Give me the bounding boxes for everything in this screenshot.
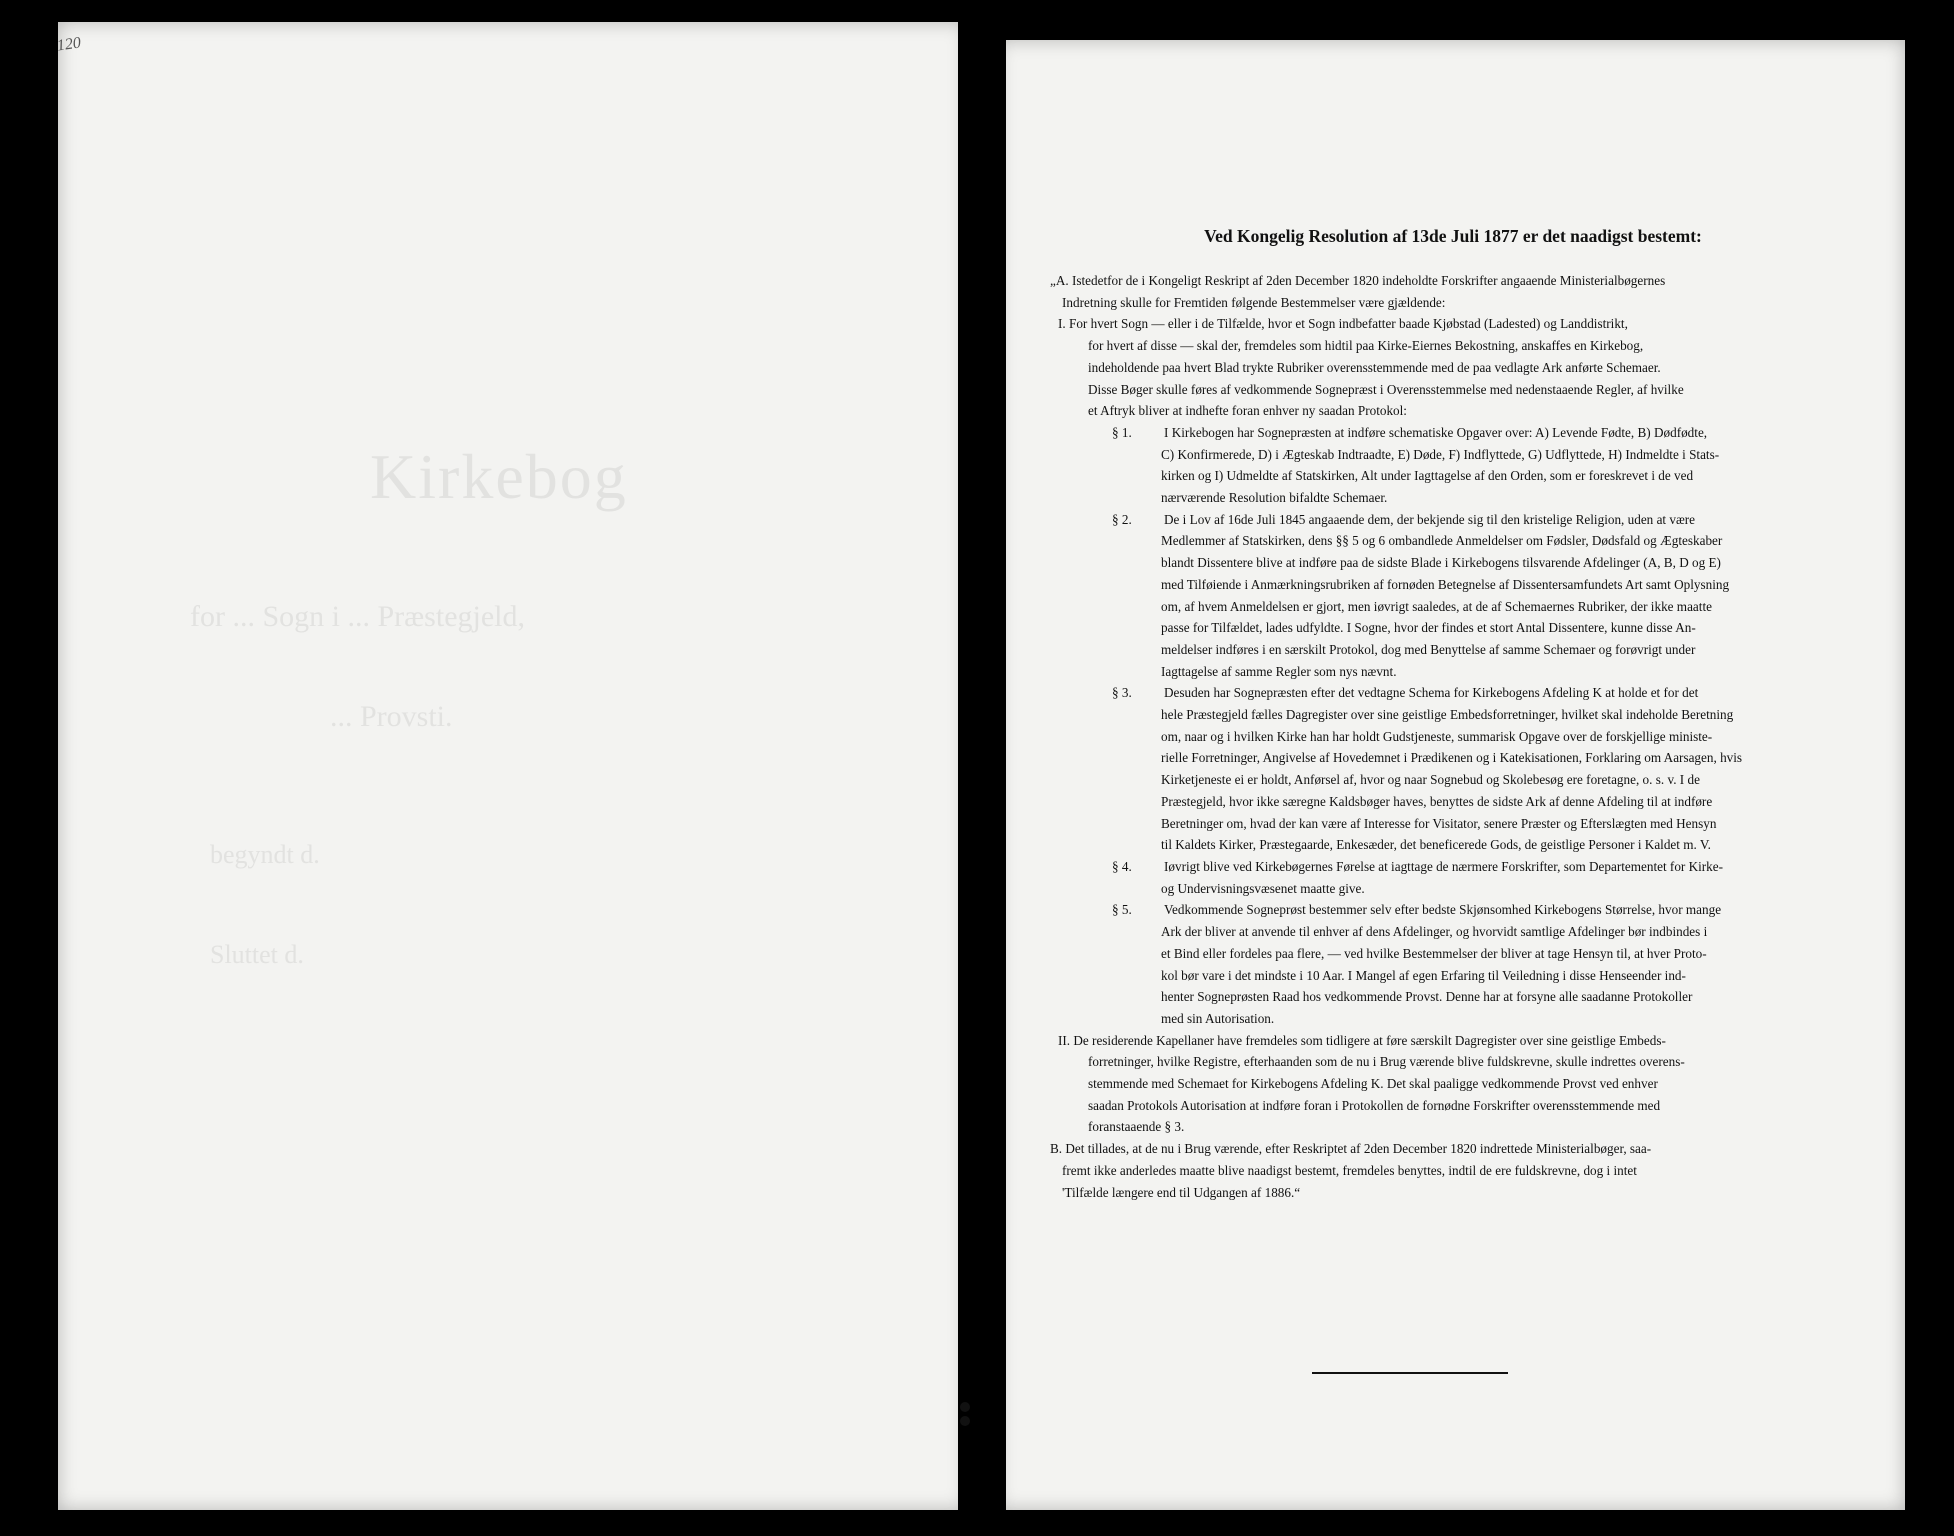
line-text: om, naar og i hvilken Kirke han har holdt Gudstjeneste, summarisk Opgave over de forskjellige ministe- <box>1161 728 1713 744</box>
line-text: Kirketjeneste ei er holdt, Anførsel af, hvor og naar Sognebud og Skolebesøg ere foretagne, o. s. v. I de <box>1161 772 1700 788</box>
text-line <box>1050 574 1870 596</box>
binding-stitch <box>960 1402 970 1412</box>
text-line <box>1050 596 1870 618</box>
line-text: kirken og I) Udmeldte af Statskirken, Alt under Iagttagelse af den Orden, som er foreskrevet i de ved <box>1161 468 1694 484</box>
paragraph-number: § 2. <box>1112 511 1132 527</box>
text-line <box>1050 769 1870 791</box>
text-line <box>1050 444 1870 466</box>
line-text: „A. Istedetfor de i Kongeligt Reskript af 2den December 1820 indeholdte Forskrifter angaaende Ministerialbøgernes <box>1050 273 1666 288</box>
line-text: II. De residerende Kapellaner have fremdeles som tidligere at føre særskilt Dagregister over sine geistlige Embeds- <box>1058 1032 1666 1048</box>
line-text: I. For hvert Sogn — eller i de Tilfælde, hvor et Sogn indbefatter baade Kjøbstad (Ladested) og Landdistrikt, <box>1058 316 1628 332</box>
text-line <box>1050 617 1870 639</box>
line-text: henter Sogneprøsten Raad hos vedkommende Provst. Denne har at forsyne alle saadanne Protokoller <box>1161 989 1693 1005</box>
line-text: Medlemmer af Statskirken, dens §§ 5 og 6 ombandlede Anmeldelser om Fødsler, Dødsfald og Ægteskaber <box>1161 533 1723 549</box>
text-line <box>1050 1008 1870 1030</box>
text-line <box>1050 335 1870 357</box>
line-text: Desuden har Sognepræsten efter det vedtagne Schema for Kirkebogens Afdeling K at holde et for det <box>1164 685 1699 701</box>
line-text: rielle Forretninger, Angivelse af Hovedemnet i Prædikenen og i Katekisationen, Forklaring om Aarsagen, hvis <box>1161 750 1743 766</box>
line-text: I Kirkebogen har Sognepræsten at indføre schematiske Opgaver over: A) Levende Fødte, B) Dødfødte, <box>1164 424 1708 440</box>
resolution-body <box>1050 270 1870 1203</box>
text-line <box>1050 1051 1870 1073</box>
text-line <box>1050 704 1870 726</box>
ghost-sluttet-line: Sluttet d. <box>210 940 304 969</box>
text-line <box>1050 1095 1870 1117</box>
text-line <box>1050 509 1870 531</box>
text-line <box>1050 1073 1870 1095</box>
text-line <box>1050 1138 1870 1160</box>
line-text: med sin Autorisation. <box>1161 1010 1275 1026</box>
text-line <box>1050 1030 1870 1052</box>
text-line <box>1050 682 1870 704</box>
line-text: 'Tilfælde længere end til Udgangen af 1886.“ <box>1062 1184 1301 1200</box>
text-line <box>1050 487 1870 509</box>
ghost-begyndt-line: begyndt d. <box>210 840 320 869</box>
line-text: C) Konfirmerede, D) i Ægteskab Indtraadte, E) Døde, F) Indflyttede, G) Udflyttede, H) Indmeldte i Stats- <box>1161 446 1720 462</box>
line-text: Vedkommende Sogneprøst bestemmer selv efter bedste Skjønsomhed Kirkebogens Størrelse, hvor mange <box>1164 902 1722 918</box>
paragraph-number: § 4. <box>1112 858 1132 874</box>
line-text: meldelser indføres i en særskilt Protokol, dog med Benyttelse af samme Schemaer og forøvrigt under <box>1161 641 1696 657</box>
line-text: for hvert af disse — skal der, fremdeles som hidtil paa Kirke-Eiernes Bekostning, anskaffes en Kirkebog, <box>1088 338 1644 354</box>
ghost-provsti-line: ... Provsti. <box>330 700 453 733</box>
text-line <box>1050 1116 1870 1138</box>
paragraph-number: § 5. <box>1112 902 1132 918</box>
line-text: et Bind eller fordeles paa flere, — ved hvilke Bestemmelser der bliver at tage Hensyn til, at hver Proto- <box>1161 945 1707 961</box>
line-text: Iagttagelse af samme Regler som nys nævnt. <box>1161 663 1397 679</box>
text-line <box>1050 813 1870 835</box>
text-line <box>1050 834 1870 856</box>
text-line <box>1050 943 1870 965</box>
line-text: Indretning skulle for Fremtiden følgende Bestemmelser være gjældende: <box>1062 294 1446 310</box>
line-text: Ark der bliver at anvende til enhver af dens Afdelinger, og hvorvidt samtlige Afdelinger bør indbindes i <box>1161 924 1708 940</box>
text-line <box>1050 986 1870 1008</box>
line-text: saadan Protokols Autorisation at indføre foran i Protokollen de fornødne Forskrifter overensstemmende med <box>1088 1097 1661 1113</box>
text-line <box>1050 379 1870 401</box>
line-text: stemmende med Schemaet for Kirkebogens Afdeling K. Det skal paaligge vedkommende Provst ved enhver <box>1088 1076 1658 1092</box>
line-text: Beretninger om, hvad der kan være af Interesse for Visitator, senere Præster og Efterslægten med Hensyn <box>1161 815 1717 831</box>
end-rule <box>1312 1372 1508 1374</box>
text-line <box>1050 530 1870 552</box>
margin-note: 120 <box>55 34 82 55</box>
text-line <box>1050 791 1870 813</box>
paragraph-number: § 3. <box>1112 685 1132 701</box>
left-page <box>55 22 966 1510</box>
ghost-title: Kirkebog <box>370 441 628 512</box>
text-line <box>1050 552 1870 574</box>
line-text: De i Lov af 16de Juli 1845 angaaende dem, der bekjende sig til den kristelige Religion, uden at være <box>1164 511 1696 527</box>
paragraph-number: § 1. <box>1112 424 1132 440</box>
line-text: blandt Dissentere blive at indføre paa de sidste Blade i Kirkebogens tilsvarende Afdelinger (A, B, D og E) <box>1161 555 1721 571</box>
line-text: fremt ikke anderledes maatte blive naadigst bestemt, fremdeles benyttes, indtil de ere fuldskrevne, dog i intet <box>1062 1162 1637 1178</box>
text-line <box>1050 639 1870 661</box>
line-text: foranstaaende § 3. <box>1088 1119 1185 1135</box>
line-text: Præstegjeld, hvor ikke særegne Kaldsbøger haves, benyttes de sidste Ark af denne Afdeling til at indføre <box>1161 793 1713 809</box>
line-text: til Kaldets Kirker, Præstegaarde, Enkesæder, det beneficerede Gods, de geistlige Personer i Kaldet m. V. <box>1161 837 1711 853</box>
resolution-heading: Ved Kongelig Resolution af 13de Juli 1877 er det naadigst bestemt: <box>1204 226 1702 246</box>
line-text: om, af hvem Anmeldelsen er gjort, men iøvrigt saaledes, at de af Schemaernes Rubriker, der ikke maatte <box>1161 598 1712 614</box>
text-line <box>1050 357 1870 379</box>
line-text: indeholdende paa hvert Blad trykte Rubriker overensstemmende med de paa vedlagte Ark anførte Schemaer. <box>1088 359 1661 375</box>
ghost-for-line: for ... Sogn i ... Præstegjeld, <box>190 600 525 633</box>
text-line <box>1050 400 1870 422</box>
line-text: passe for Tilfældet, lades udfyldte. I Sogne, hvor der findes et stort Antal Dissentere, kunne disse An- <box>1161 620 1696 636</box>
line-text: forretninger, hvilke Registre, efterhaanden som de nu i Brug værende blive fuldskrevne, skulle indrettes overens- <box>1088 1054 1685 1070</box>
text-line <box>1050 899 1870 921</box>
text-line <box>1050 1182 1870 1204</box>
text-line <box>1050 313 1870 335</box>
text-line <box>1050 1160 1870 1182</box>
text-line <box>1050 661 1870 683</box>
binding-stitch <box>960 1416 970 1426</box>
text-line <box>1050 292 1870 314</box>
line-text: nærværende Resolution bifaldte Schemaer. <box>1161 490 1388 506</box>
book-gutter <box>958 20 1006 1520</box>
text-line <box>1050 726 1870 748</box>
line-text: med Tilføiende i Anmærkningsrubriken af fornøden Betegnelse af Dissentersamfundets Art samt Oplysning <box>1161 576 1730 592</box>
text-line <box>1050 465 1870 487</box>
line-text: og Undervisningsvæsenet maatte give. <box>1161 880 1365 896</box>
text-line <box>1050 878 1870 900</box>
line-text: hele Præstegjeld fælles Dagregister over sine geistlige Embedsforretninger, hvilket skal indeholde Beretning <box>1161 707 1734 723</box>
line-text: Iøvrigt blive ved Kirkebøgernes Førelse at iagttage de nærmere Forskrifter, som Departementet for Kirke- <box>1164 858 1724 874</box>
line-text: B. Det tillades, at de nu i Brug værende, efter Reskriptet af 2den December 1820 indrettede Ministerialbøger, saa- <box>1050 1141 1652 1157</box>
line-text: kol bør vare i det mindste i 10 Aar. I Mangel af egen Erfaring til Veiledning i disse Henseender ind- <box>1161 967 1686 983</box>
text-line <box>1050 270 1870 292</box>
text-line <box>1050 422 1870 444</box>
text-line <box>1050 856 1870 878</box>
text-line <box>1050 747 1870 769</box>
text-line <box>1050 921 1870 943</box>
line-text: Disse Bøger skulle føres af vedkommende Sognepræst i Overensstemmelse med nedenstaaende Regler, af hvilke <box>1088 381 1684 397</box>
line-text: et Aftryk bliver at indhefte foran enhver ny saadan Protokol: <box>1088 403 1407 419</box>
text-line <box>1050 965 1870 987</box>
